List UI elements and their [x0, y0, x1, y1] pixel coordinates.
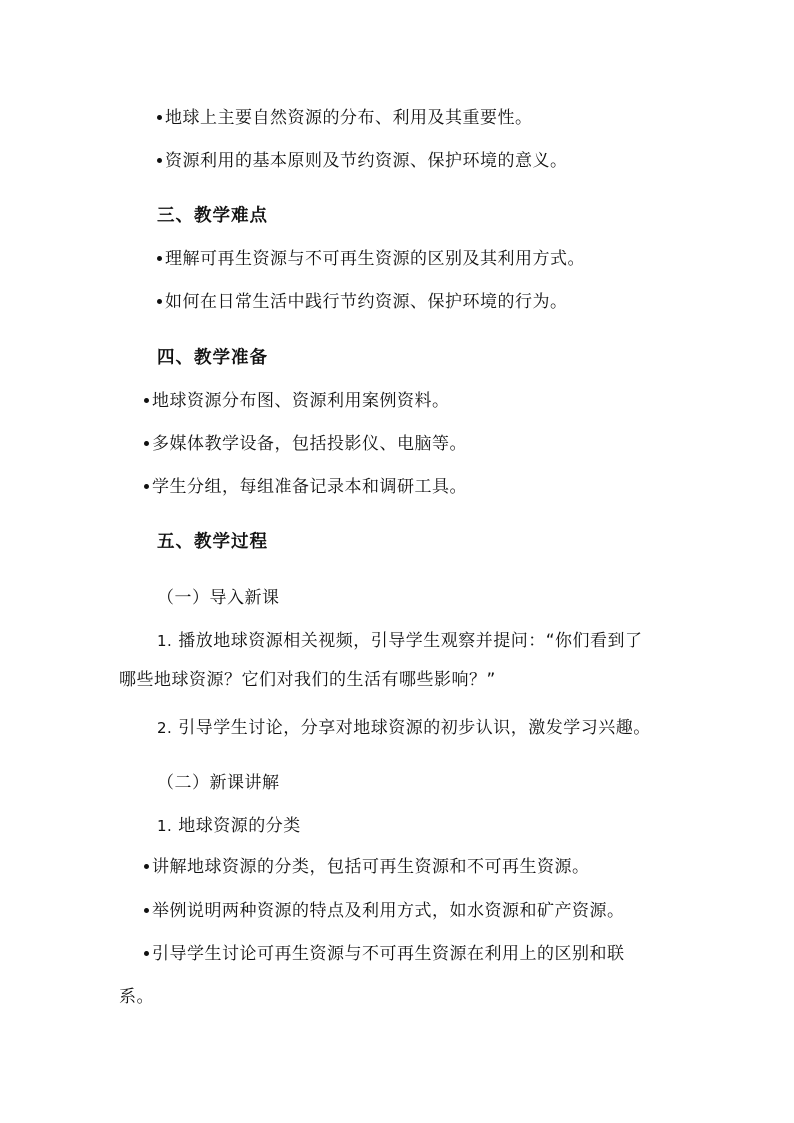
list-item	[144, 476, 467, 498]
list-item-text: 举例说明两种资源的特点及利用方式，如水资源和矿产资源。	[152, 901, 625, 921]
list-item-text: 如何在日常生活中践行节约资源、保护环境的行为。	[165, 292, 568, 312]
list-item-text: 地球资源分布图、资源利用案例资料。	[152, 391, 450, 411]
paragraph-line	[157, 717, 651, 739]
bullet-icon	[144, 864, 149, 869]
paragraph-text: 地球资源的分类	[178, 816, 301, 836]
list-item-text: 多媒体教学设备，包括投影仪、电脑等。	[152, 434, 467, 454]
paragraph-line: 系。	[119, 987, 154, 1007]
bullet-icon	[157, 158, 162, 163]
list-item-text: 学生分组，每组准备记录本和调研工具。	[152, 477, 467, 497]
paragraph-line	[157, 815, 301, 837]
list-item	[157, 107, 533, 129]
list-item	[144, 433, 467, 455]
list-item	[144, 856, 590, 878]
bullet-icon	[144, 484, 149, 489]
bullet-icon	[144, 441, 149, 446]
paragraph-line	[157, 630, 643, 652]
list-item	[157, 291, 568, 313]
list-item	[144, 900, 625, 922]
list-item	[144, 943, 625, 965]
list-item-text: 引导学生讨论可再生资源与不可再生资源在利用上的区别和联	[152, 944, 625, 964]
step-number: 1.	[157, 632, 173, 650]
subsection-heading: （一）导入新课	[157, 588, 280, 608]
paragraph-line: 哪些地球资源？它们对我们的生活有哪些影响？”	[119, 670, 496, 690]
step-number: 2.	[157, 719, 173, 737]
bullet-icon	[144, 398, 149, 403]
list-item	[157, 150, 568, 172]
section-heading: 四、教学准备	[157, 348, 268, 368]
paragraph-text: 引导学生讨论，分享对地球资源的初步认识，激发学习兴趣。	[178, 718, 651, 738]
section-heading: 五、教学过程	[157, 532, 268, 552]
list-item-text: 理解可再生资源与不可再生资源的区别及其利用方式。	[165, 249, 585, 269]
paragraph-text: 播放地球资源相关视频，引导学生观察并提问：“你们看到了	[178, 631, 643, 651]
bullet-icon	[157, 256, 162, 261]
bullet-icon	[144, 908, 149, 913]
section-heading: 三、教学难点	[157, 206, 268, 226]
list-item	[144, 390, 450, 412]
bullet-icon	[157, 115, 162, 120]
item-number: 1.	[157, 817, 173, 835]
bullet-icon	[157, 299, 162, 304]
bullet-icon	[144, 951, 149, 956]
subsection-heading: （二）新课讲解	[157, 773, 280, 793]
list-item-text: 讲解地球资源的分类，包括可再生资源和不可再生资源。	[152, 857, 590, 877]
list-item-text: 地球上主要自然资源的分布、利用及其重要性。	[165, 108, 533, 128]
list-item-text: 资源利用的基本原则及节约资源、保护环境的意义。	[165, 151, 568, 171]
list-item	[157, 248, 585, 270]
